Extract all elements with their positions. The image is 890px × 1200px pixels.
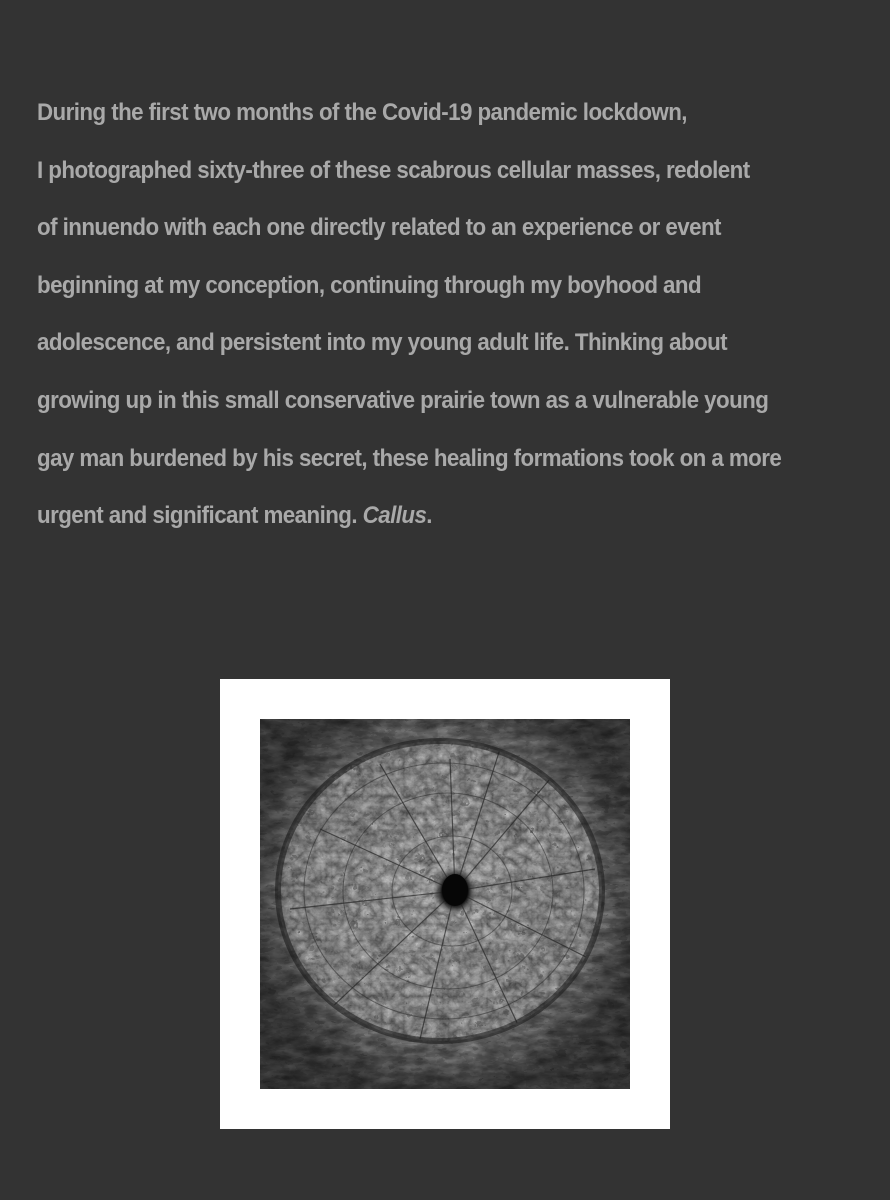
statement-line-2: I photographed sixty-three of these scabrous cellular masses, redolent bbox=[37, 156, 750, 184]
bark-callus-photo bbox=[260, 719, 630, 1089]
statement-line-1: During the first two months of the Covid-19 pandemic lockdown, bbox=[37, 99, 687, 126]
statement-line-4: beginning at my conception, continuing through my boyhood and bbox=[37, 271, 702, 299]
photo-frame bbox=[220, 679, 670, 1129]
statement-period: . bbox=[426, 502, 432, 530]
statement-line-6: growing up in this small conservative prairie town as a vulnerable young bbox=[37, 386, 769, 414]
series-title: Callus bbox=[362, 502, 427, 530]
statement-line-8 bbox=[37, 487, 809, 545]
statement-line-3: of innuendo with each one directly related to an experience or event bbox=[37, 214, 721, 242]
statement-line-7: gay man burdened by his secret, these healing formations took on a more bbox=[37, 444, 782, 472]
statement-line-5: adolescence, and persistent into my young adult life. Thinking about bbox=[37, 329, 728, 357]
artist-statement bbox=[37, 84, 809, 545]
statement-last-line-text: urgent and significant meaning. bbox=[37, 502, 363, 530]
